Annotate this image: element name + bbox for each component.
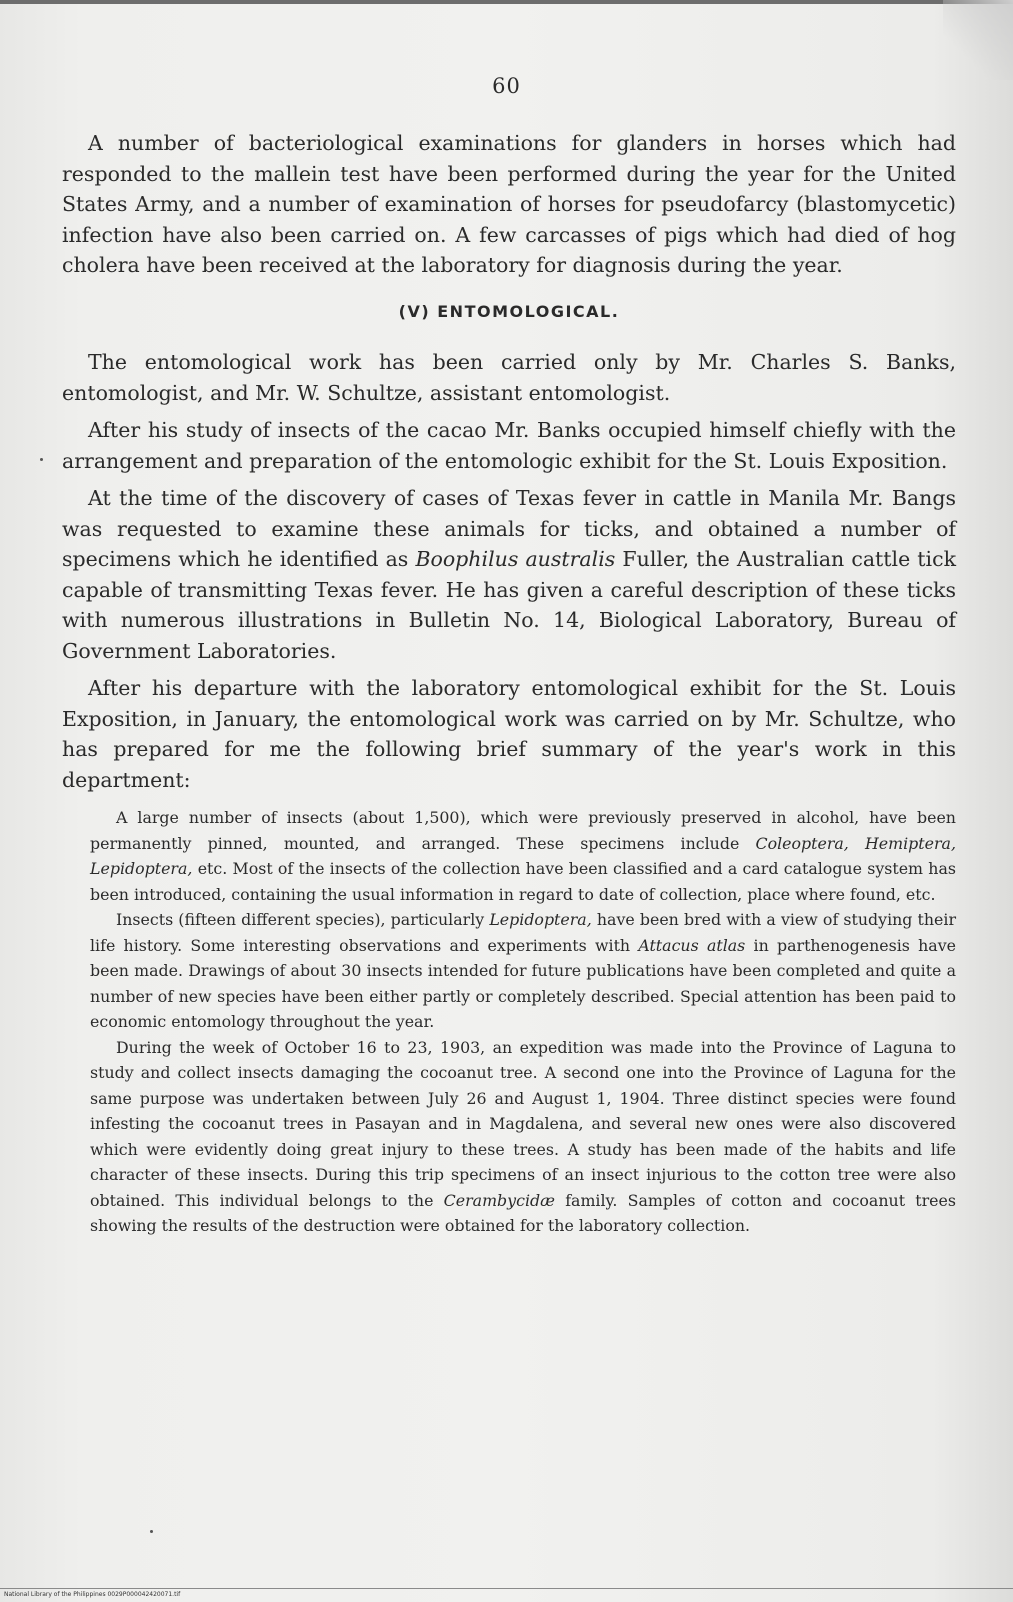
paragraph-texas-fever	[62, 483, 956, 666]
page-body	[62, 128, 956, 1239]
text-run: At the time of the discovery of cases of Texas fever in cattle in Manila Mr. Bangs was requested to examine these animals for ticks, and obtained a number of specimens which he identified as	[62, 486, 956, 571]
top-edge-rule	[0, 0, 1013, 4]
scan-speck	[150, 1530, 153, 1533]
paragraph-schultze-summary: After his departure with the laboratory entomological exhibit for the St. Louis Exposition, in January, the entomological work was carried on by Mr. Schultze, who has prepared for me the following brief summary of the year's work in this department:	[62, 676, 956, 792]
text-run: A large number of insects (about 1,500), which were previously preserved in alcohol, have been permanently pinned, mounted, and arranged. These specimens include	[90, 808, 956, 853]
text-run: have been bred with a view of studying their life history. Some interesting observations and experiments with	[90, 910, 957, 955]
text-run: Fuller, the Australian cattle tick capable of transmitting Texas fever. He has given a careful description of these ticks with numerous illustrations in Bulletin No. 14, Biological Laboratory, Bureau of Government Laboratories.	[62, 547, 957, 663]
species-name: Boophilus australis	[415, 547, 616, 571]
section-heading-entomological: (V) ENTOMOLOGICAL.	[398, 301, 620, 321]
paragraph-staff: The entomological work has been carried only by Mr. Charles S. Banks, entomologist, and Mr. W. Schultze, assistant entomologist.	[62, 350, 956, 405]
paragraph-banks-exhibit: After his study of insects of the cacao Mr. Banks occupied himself chiefly with the arrangement and preparation of the entomologic exhibit for the St. Louis Exposition.	[62, 418, 956, 473]
taxon-names: Coleoptera, Hemiptera, Lepidoptera,	[90, 833, 956, 878]
scan-speck	[40, 458, 43, 461]
taxon-name: Lepidoptera,	[489, 910, 592, 929]
page-number: 60	[492, 74, 521, 98]
scan-credit: National Library of the Philippines 0029P000042420071.tif	[4, 1591, 181, 1598]
paragraph-glanders: A number of bacteriological examinations for glanders in horses which had responded to the mallein test have been performed during the year for the United States Army, and a number of examination of horses for pseudofarcy (blastomycetic) infection have also been carried on. A few carcasses of pigs which had died of hog cholera have been received at the laboratory for diagnosis during the year.	[62, 131, 956, 277]
text-run: Insects (fifteen different species), particularly	[116, 910, 490, 929]
quote-paragraph-insects-mounted	[62, 805, 956, 907]
text-run: family. Samples of cotton and cocoanut trees showing the results of the destruction were obtained for the laboratory collection.	[90, 1190, 956, 1235]
quote-paragraph-bred-insects	[62, 907, 956, 1035]
text-run: etc. Most of the insects of the collection have been classified and a card catalogue system has been introduced, containing the usual information in regard to date of collection, place where found, etc.	[90, 859, 956, 904]
family-name: Cerambycidæ	[443, 1190, 555, 1210]
quote-paragraph-laguna-expedition	[62, 1035, 956, 1239]
quoted-summary	[62, 805, 956, 1239]
text-run: in parthenogenesis have been made. Drawings of about 30 insects intended for future publications have been completed and quite a number of new species have been either partly or completely described. Special attention has been paid to economic entomology throughout the year.	[90, 935, 956, 1031]
species-name: Attacus atlas	[638, 935, 746, 955]
bottom-edge-rule	[0, 1588, 1013, 1589]
text-run: During the week of October 16 to 23, 1903, an expedition was made into the Province of Laguna to study and collect insects damaging the cocoanut tree. A second one into the Province of Laguna for the same purpose was undertaken between July 26 and August 1, 1904. Three distinct species were found infesting the cocoanut trees in Pasayan and in Magdalena, and several new ones were also discovered which were evidently doing great injury to these trees. A study has been made of the habits and life character of these insects. During this trip specimens of an insect injurious to the cotton tree were also obtained. This individual belongs to the	[90, 1037, 956, 1210]
page-corner-shadow	[943, 0, 1013, 80]
